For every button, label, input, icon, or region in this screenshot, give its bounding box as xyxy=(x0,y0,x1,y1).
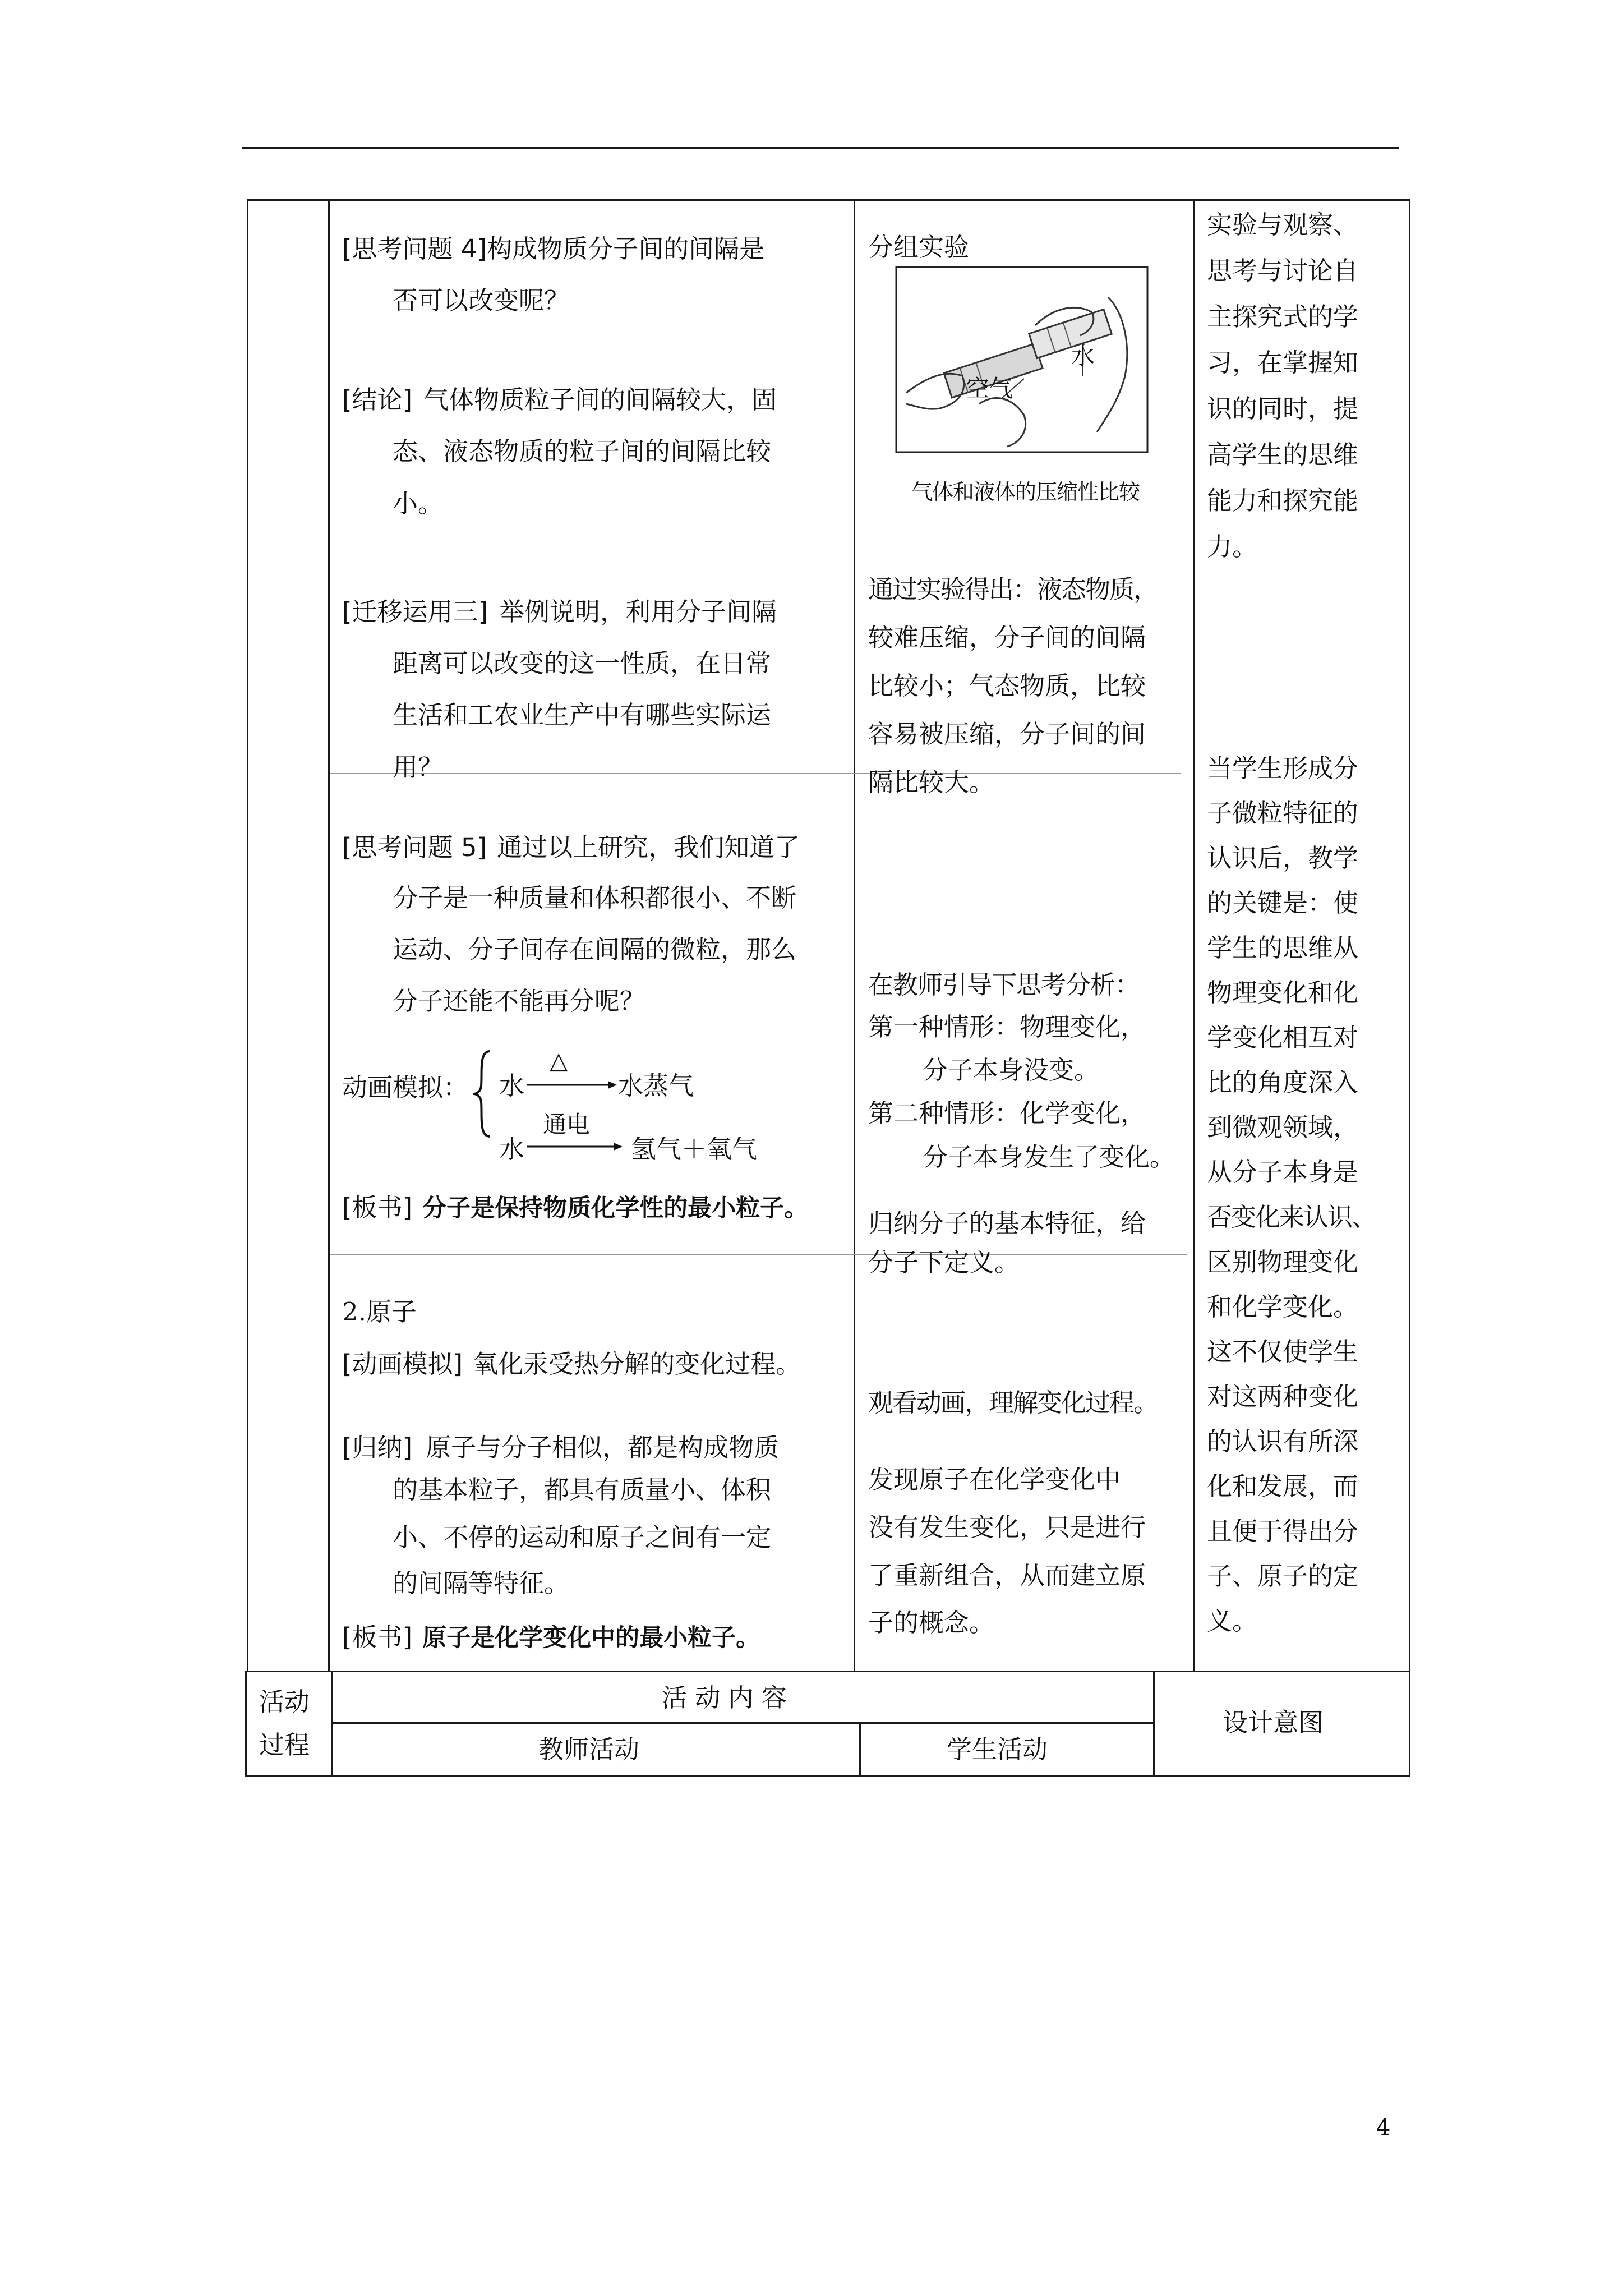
find-line3: 了重新组合，从而建立原 xyxy=(868,1561,1146,1590)
exp-line3: 比较小；气态物质，比较 xyxy=(868,671,1146,701)
design2-line: 且便于得出分 xyxy=(1207,1516,1359,1546)
transfer-tag: [迁移运用三] xyxy=(342,597,488,627)
q4-tag: [思考问题 4] xyxy=(342,234,487,264)
design2-line: 物理变化和化 xyxy=(1207,978,1359,1007)
activity-label-line2: 过程 xyxy=(259,1730,310,1760)
equation-brace xyxy=(471,1049,494,1139)
footer-left-border xyxy=(245,1671,247,1777)
anim2-text: 氧化汞受热分解的变化过程。 xyxy=(473,1349,801,1379)
conclusion-text1: 气体物质粒子间的间隔较大，固 xyxy=(423,385,777,415)
eq2-left: 水 xyxy=(499,1134,525,1164)
q4-text1: 构成物质分子间的间隔是 xyxy=(487,234,765,264)
q5-line2: 分子是一种质量和体积都很小、不断 xyxy=(393,883,797,913)
conclusion-line2: 态、液态物质的粒子间的间隔比较 xyxy=(393,436,772,466)
exp-line4: 容易被压缩，分子间的间 xyxy=(868,719,1146,749)
board2-text: 原子是化学变化中的最小粒子。 xyxy=(422,1624,760,1652)
table-right-border xyxy=(1409,199,1410,1671)
summary-line2: 的基本粒子，都具有质量小、体积 xyxy=(393,1475,772,1504)
design1-line: 实验与观察、 xyxy=(1207,210,1359,240)
eq2-right: 氢气＋氧气 xyxy=(631,1134,758,1164)
design1-line: 识的同时，提 xyxy=(1207,394,1359,424)
design-intent-2 xyxy=(1207,746,1409,1644)
anim2-line xyxy=(342,1341,801,1387)
find-line4: 子的概念。 xyxy=(868,1608,995,1637)
table-col3-divider xyxy=(1193,199,1195,1671)
board2-line xyxy=(342,1614,760,1661)
design2-line: 否变化来认识、 xyxy=(1207,1202,1376,1232)
design1-line: 能力和探究能 xyxy=(1207,486,1359,516)
teacher-activity-header: 教师活动 xyxy=(538,1734,640,1764)
eq1-condition: △ xyxy=(550,1047,568,1074)
board2-tag: [板书] xyxy=(342,1622,413,1652)
conclusion-tag: [结论] xyxy=(342,385,413,415)
figure-label-air: 空气 xyxy=(966,375,1013,402)
footer-mid-border xyxy=(331,1722,1154,1724)
design2-line: 从分子本身是 xyxy=(1207,1157,1359,1187)
guide-line3: 分子本身没变。 xyxy=(923,1055,1100,1085)
exp-line1: 通过实验得出：液态物质， xyxy=(868,574,1158,604)
summary-text1: 原子与分子相似，都是构成物质 xyxy=(426,1433,780,1462)
table-left-border xyxy=(247,199,248,1671)
design2-line: 的认识有所深 xyxy=(1207,1427,1359,1456)
transfer-text1: 举例说明，利用分子间隔 xyxy=(499,597,777,627)
summary-line3: 小、不停的运动和原子之间有一定 xyxy=(393,1522,772,1552)
conclusion-line1 xyxy=(342,377,777,423)
design1-line: 习，在掌握知 xyxy=(1207,348,1359,378)
summary-line1 xyxy=(342,1425,779,1471)
design2-line: 义。 xyxy=(1207,1606,1258,1636)
atom-heading: 2.原子 xyxy=(342,1297,417,1327)
summary-line4: 的间隔等特征。 xyxy=(393,1568,570,1598)
design2-line: 化和发展，而 xyxy=(1207,1471,1359,1501)
design2-line: 到微观领域， xyxy=(1207,1112,1359,1142)
footer-col1-divider xyxy=(331,1671,333,1777)
transfer-line3: 生活和工农业生产中有哪些实际运 xyxy=(393,700,772,730)
design2-line: 的关键是：使 xyxy=(1207,888,1359,918)
def-line1: 归纳分子的基本特征，给 xyxy=(868,1208,1146,1238)
table-col2-divider xyxy=(854,199,855,1671)
transfer-line2: 距离可以改变的这一性质，在日常 xyxy=(393,648,772,678)
q5-line4: 分子还能不能再分呢？ xyxy=(393,986,645,1016)
design2-line: 和化学变化。 xyxy=(1207,1292,1359,1322)
row-divider-2 xyxy=(330,1254,1187,1255)
exp-line2: 较难压缩，分子间的间隔 xyxy=(868,623,1146,652)
design1-line: 力。 xyxy=(1207,532,1258,562)
summary-tag: [归纳] xyxy=(342,1433,413,1462)
group-experiment-label: 分组实验 xyxy=(868,232,970,262)
guide-line5: 分子本身发生了变化。 xyxy=(923,1142,1175,1172)
guide-line4: 第二种情形：化学变化， xyxy=(868,1098,1146,1128)
board1-text: 分子是保持物质化学性的最小粒子。 xyxy=(422,1194,809,1222)
design1-line: 高学生的思维 xyxy=(1207,440,1359,470)
eq1-right: 水蒸气 xyxy=(618,1071,694,1101)
q4-line2: 否可以改变呢？ xyxy=(393,286,570,315)
design1-line: 主探究式的学 xyxy=(1207,302,1359,332)
find-line2: 没有发生变化，只是进行 xyxy=(868,1512,1146,1542)
guide-line1: 在教师引导下思考分析： xyxy=(868,970,1140,1000)
design-intent-header: 设计意图 xyxy=(1223,1708,1324,1737)
design2-line: 认识后，教学 xyxy=(1207,843,1359,873)
watch-line: 观看动画，理解变化过程。 xyxy=(868,1388,1158,1418)
find-line1: 发现原子在化学变化中 xyxy=(868,1465,1121,1494)
content-header: 活 动 内 容 xyxy=(662,1683,787,1713)
footer-col3-divider xyxy=(1153,1671,1155,1777)
footer-top-border xyxy=(245,1671,1410,1672)
eq2-condition: 通电 xyxy=(543,1111,591,1138)
anim2-tag: [动画模拟] xyxy=(342,1349,463,1379)
figure-caption: 气体和液体的压缩性比较 xyxy=(911,480,1140,504)
q5-text1: 通过以上研究，我们知道了 xyxy=(497,832,800,862)
design2-line: 区别物理变化 xyxy=(1207,1247,1359,1277)
table-top-border xyxy=(247,199,1410,201)
table-col1-divider xyxy=(328,199,330,1671)
design2-line: 子微粒特征的 xyxy=(1207,798,1359,828)
guide-line2: 第一种情形：物理变化， xyxy=(868,1012,1146,1042)
board1-line xyxy=(342,1185,808,1231)
eq1-left: 水 xyxy=(499,1071,525,1101)
conclusion-line3: 小。 xyxy=(393,489,444,518)
board1-tag: [板书] xyxy=(342,1193,413,1222)
footer-bottom-border xyxy=(245,1775,1410,1777)
eq1-arrow xyxy=(527,1079,617,1091)
design2-line: 这不仅使学生 xyxy=(1207,1337,1359,1366)
design2-line: 学生的思维从 xyxy=(1207,933,1359,963)
q5-line3: 运动、分子间存在间隔的微粒，那么 xyxy=(393,935,797,964)
exp-line5: 隔比较大。 xyxy=(868,767,995,797)
design2-line: 子、原子的定 xyxy=(1207,1561,1359,1591)
transfer-line4: 用？ xyxy=(393,752,444,782)
q5-tag: [思考问题 5] xyxy=(342,832,487,862)
student-activity-header: 学生活动 xyxy=(947,1734,1048,1764)
design1-line: 思考与讨论自 xyxy=(1207,256,1359,286)
compression-experiment-figure xyxy=(895,264,1149,454)
transfer-line1 xyxy=(342,589,777,635)
design-intent-1 xyxy=(1207,202,1403,570)
figure-label-water: 水 xyxy=(1071,342,1095,370)
q4-line1 xyxy=(342,226,764,272)
q5-line1 xyxy=(342,825,800,871)
def-line2: 分子下定义。 xyxy=(868,1248,1020,1277)
header-rule xyxy=(242,147,1399,149)
design2-line: 对这两种变化 xyxy=(1207,1382,1359,1411)
row-divider-1 xyxy=(330,773,1181,774)
page-number: 4 xyxy=(1376,2115,1391,2141)
anim-label: 动画模拟： xyxy=(342,1073,469,1102)
design2-line: 比的角度深入 xyxy=(1207,1068,1359,1097)
activity-label-line1: 活动 xyxy=(259,1687,310,1717)
design2-line: 当学生形成分 xyxy=(1207,753,1359,783)
eq2-arrow xyxy=(527,1141,623,1152)
footer-col2-divider xyxy=(859,1722,861,1777)
design2-line: 学变化相互对 xyxy=(1207,1023,1359,1052)
footer-right-border xyxy=(1409,1671,1410,1777)
